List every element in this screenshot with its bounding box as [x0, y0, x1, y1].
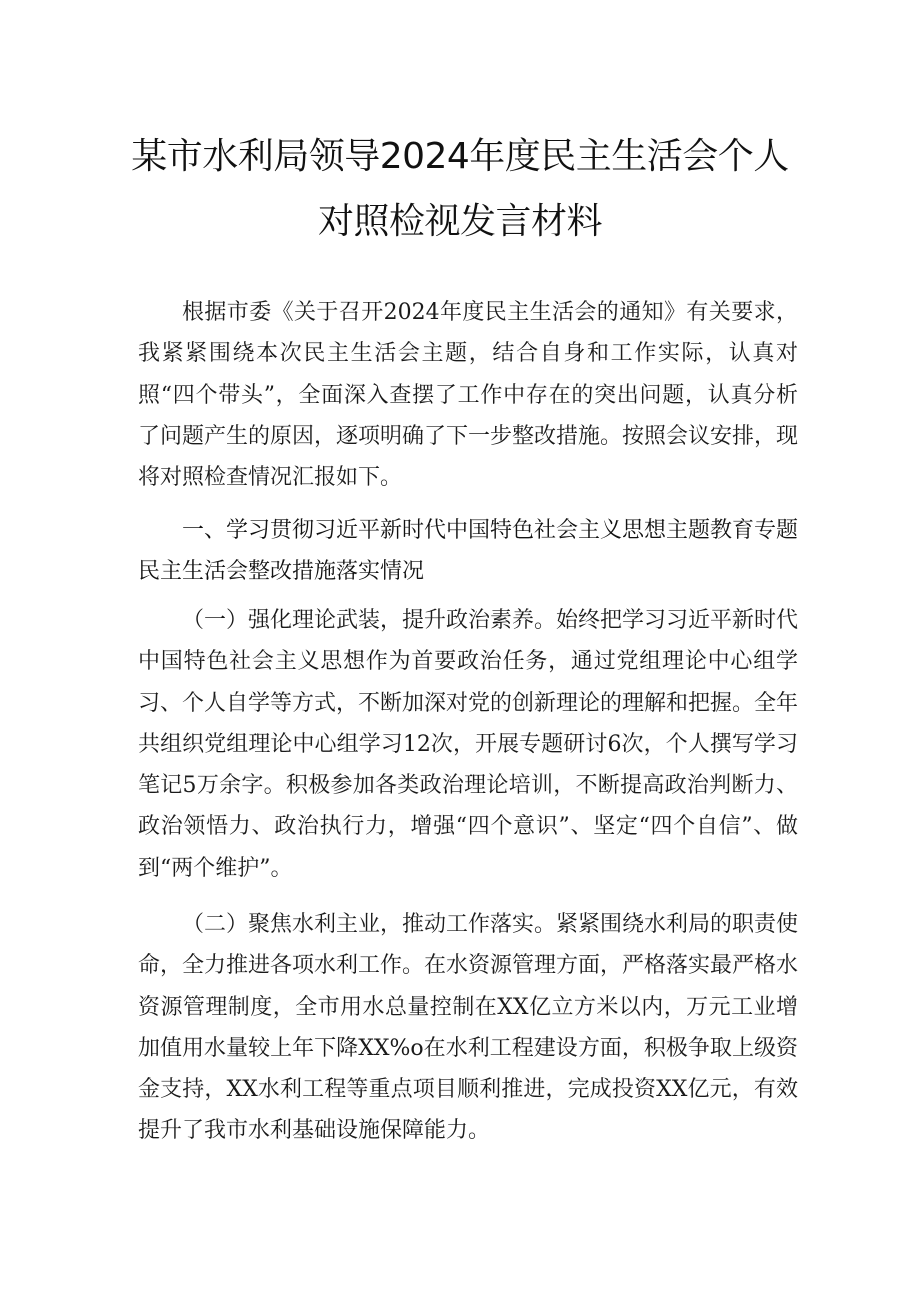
document-title-line-2: 对照检视发言材料 — [317, 201, 602, 242]
document-title-line-1: 某市水利局领导2024年度民主生活会个人 — [131, 136, 789, 177]
section-1-paragraph-1: （一）强化理论武装，提升政治素养。始终把学习习近平新时代中国特色社会主义思想作为首要政治任务，通过党组理论中心组学习、个人自学等方式，不断加深对党的创新理论的理解和把握。全年共组织党组理论中心组学习12次，开展专题研讨6次，个人撰写学习笔记5万余字。积极参加各类政治理论培训，不断提高政治判断力、政治领悟力、政治执行力，增强“四个意识”、坚定“四个自信”、做到“两个维护”。 — [138, 608, 799, 881]
intro-paragraph: 根据市委《关于召开2024年度民主生活会的通知》有关要求，我紧紧围绕本次民主生活会主题，结合自身和工作实际，认真对照“四个带头”，全面深入查摆了工作中存在的突出问题，认真分析了问题产生的原因，逐项明确了下一步整改措施。按照会议安排，现将对照检查情况汇报如下。 — [138, 300, 799, 491]
section-1-paragraph-2: （二）聚焦水利主业，推动工作落实。紧紧围绕水利局的职责使命，全力推进各项水利工作。在水资源管理方面，严格落实最严格水资源管理制度，全市用水总量控制在XX亿立方米以内，万元工业增加值用水量较上年下降XX%o在水利工程建设方面，积极争取上级资金支持，XX水利工程等重点项目顺利推进，完成投资XX亿元，有效提升了我市水利基础设施保障能力。 — [138, 912, 799, 1144]
section-1-heading: 一、学习贯彻习近平新时代中国特色社会主义思想主题教育专题民主生活会整改措施落实情况 — [138, 518, 799, 585]
